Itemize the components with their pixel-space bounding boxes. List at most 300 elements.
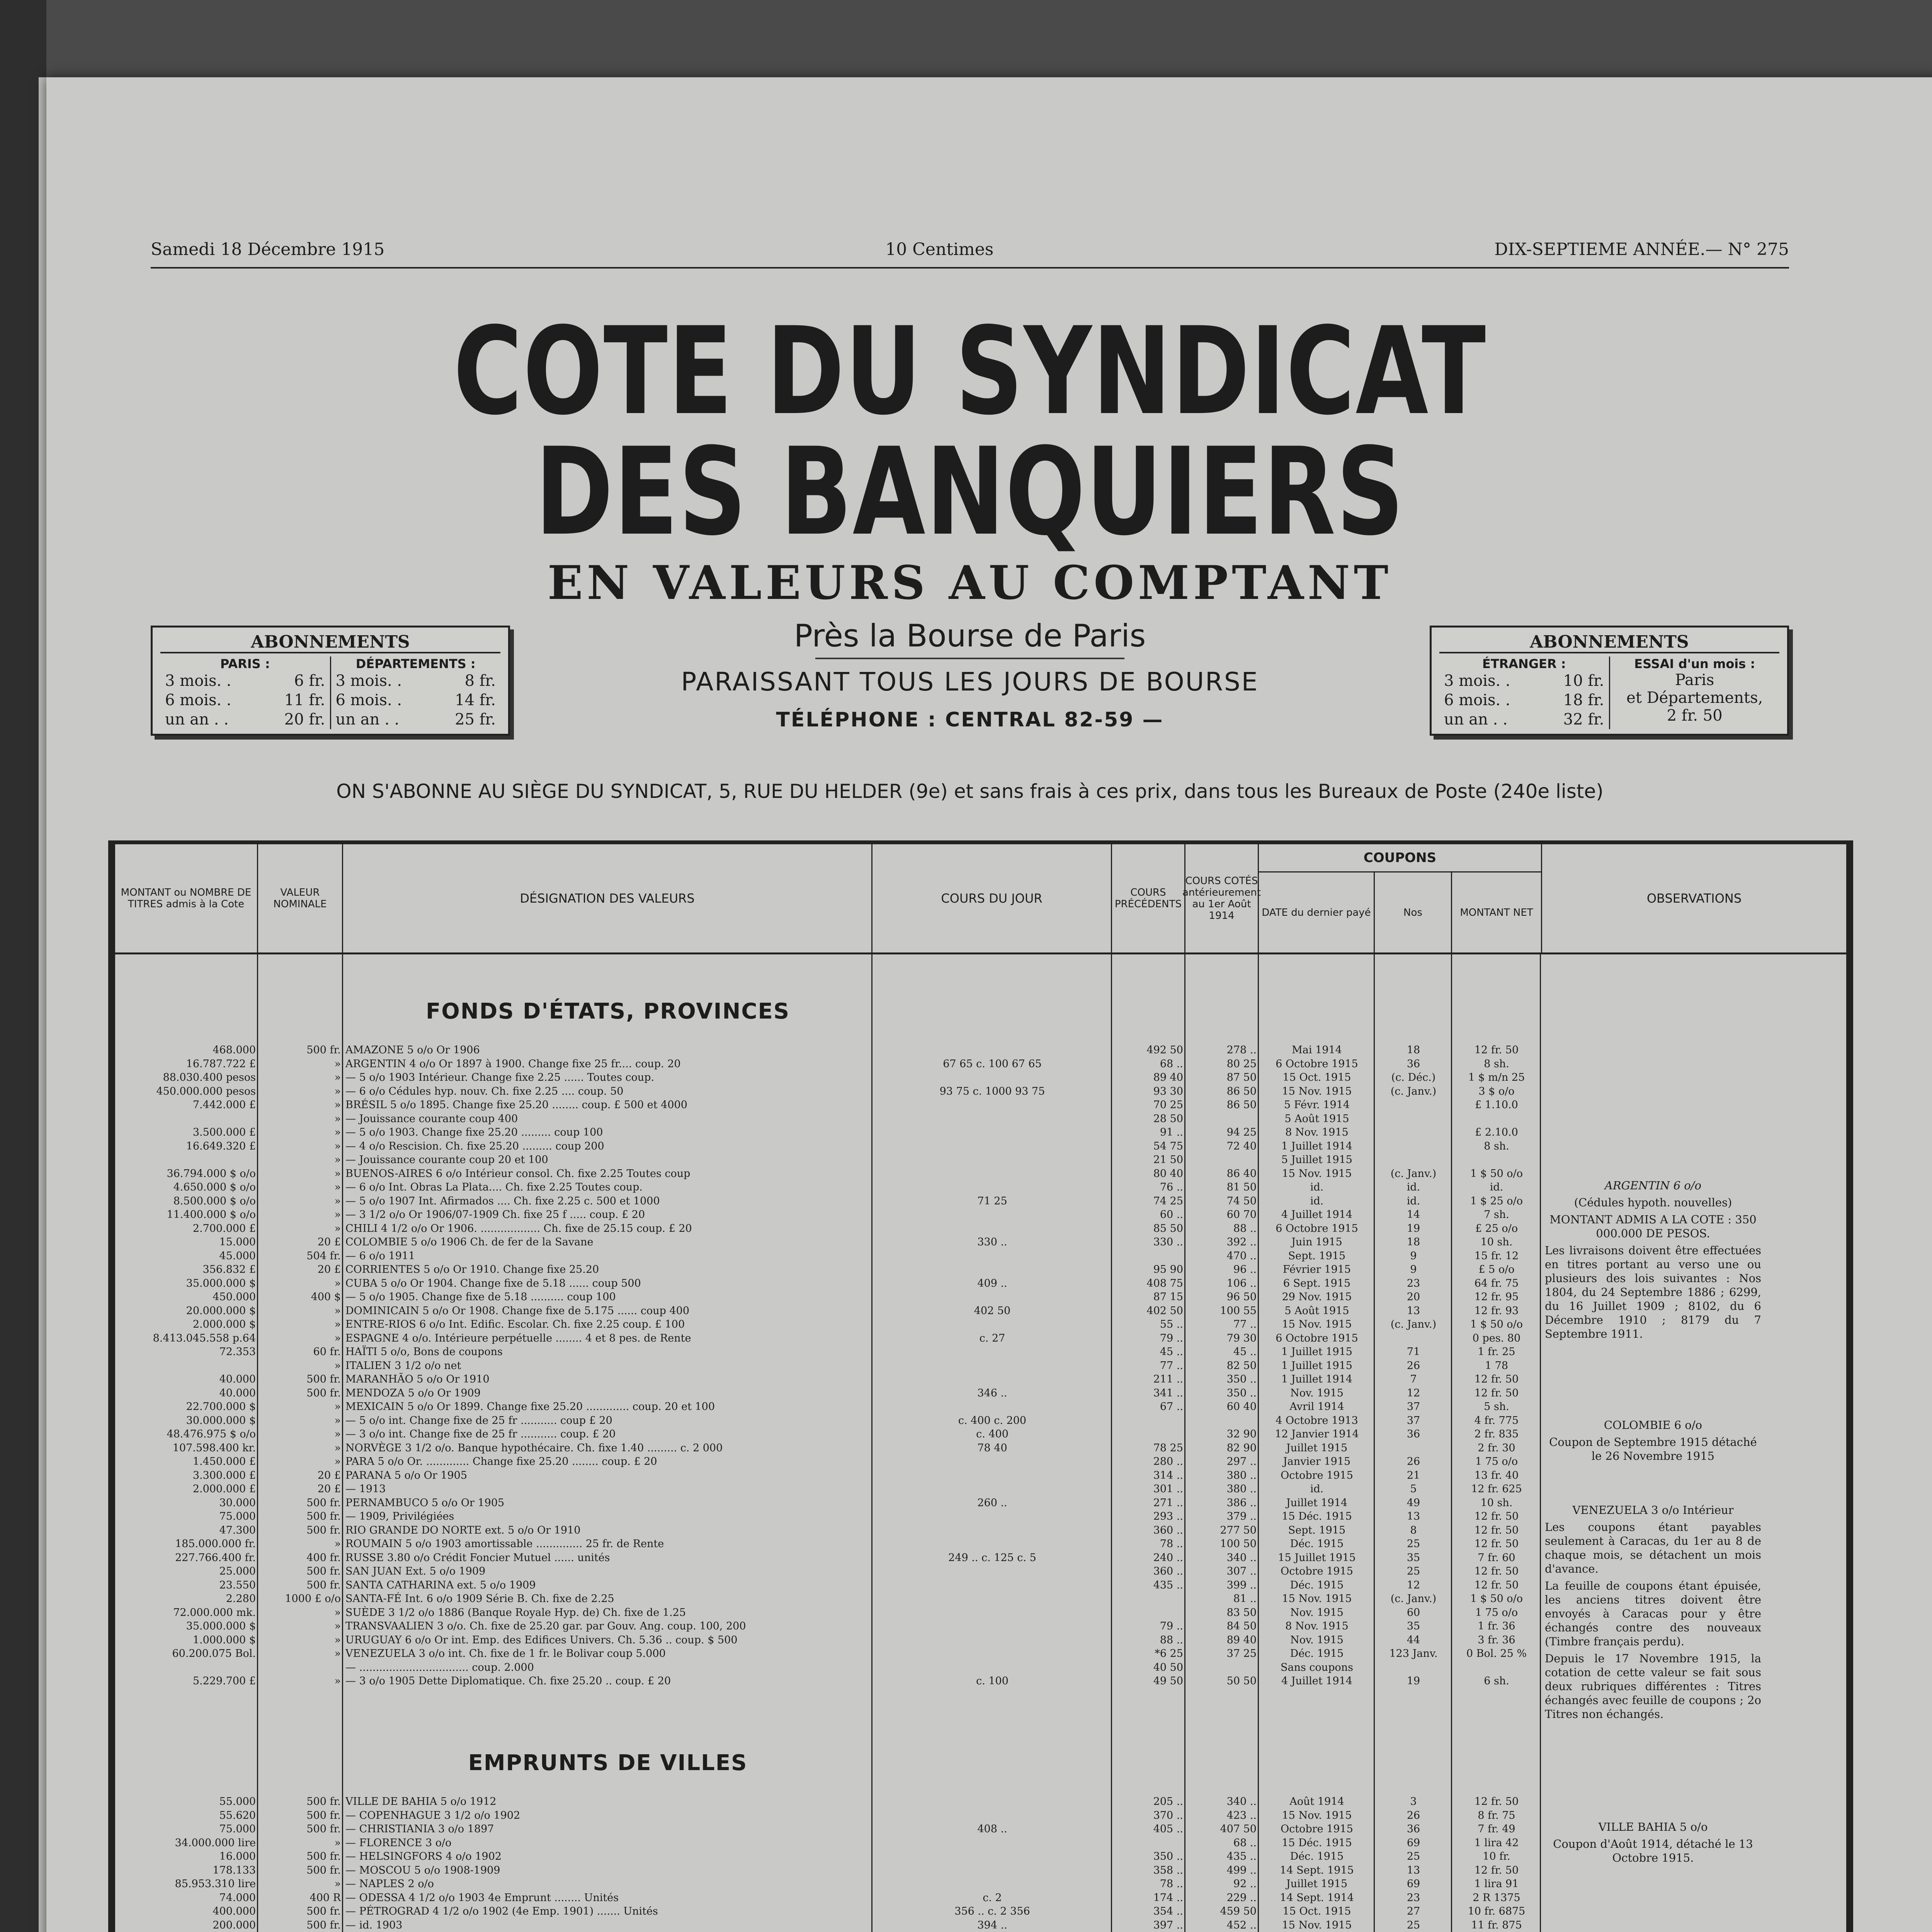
cell-date-coupon: 14 Sept. 1914 [1280,1891,1354,1904]
price-amount: 20 fr. [284,711,325,728]
cell-designation: ITALIEN 3 1/2 o/o net [345,1359,461,1372]
cell-cours-aout: 92 .. [1233,1878,1257,1890]
header-observations: OBSERVATIONS [1646,891,1742,906]
cell-valeur: » [334,1071,341,1083]
cell-numero-coupon: 44 [1406,1634,1420,1646]
cell-numero-coupon: (c. Janv.) [1390,1085,1437,1097]
cell-montant: 16.000 [219,1850,256,1862]
cell-valeur: » [334,1140,341,1152]
cell-valeur: » [334,1167,341,1180]
observation-text: MONTANT ADMIS A LA COTE : 350 000.000 DE PESOS. [1549,1213,1757,1240]
cell-cours-precedent: 88 .. [1160,1634,1183,1646]
cell-numero-coupon: 37 [1406,1414,1420,1427]
cell-numero-coupon: 36 [1406,1428,1420,1440]
cell-numero-coupon: 18 [1406,1044,1420,1056]
cell-cours-precedent: 74 25 [1153,1195,1183,1207]
table-row [115,1098,1541,1112]
cell-cours-precedent: 293 .. [1153,1510,1183,1522]
cell-montant-net: 3 fr. 36 [1478,1634,1515,1646]
cell-numero-coupon: (c. Janv.) [1390,1593,1437,1605]
cell-designation: — 6 o/o 1911 [345,1250,415,1262]
cell-valeur: » [334,1675,341,1687]
cell-montant-net: 12 fr. 93 [1474,1304,1519,1317]
header-date-coupon: DATE du dernier payé [1259,872,1375,952]
cell-date-coupon: 4 Octobre 1913 [1276,1414,1358,1427]
issue-price: 10 Centimes [885,240,994,259]
cell-cours-aout: 89 40 [1226,1634,1257,1646]
cell-numero-coupon: 20 [1406,1291,1420,1303]
cell-cours-aout: 278 .. [1226,1044,1257,1056]
cell-numero-coupon: 12 [1406,1387,1420,1399]
table-header [115,844,1846,954]
cell-cours-precedent: 78 .. [1160,1538,1183,1550]
cell-numero-coupon: 69 [1406,1837,1420,1849]
cell-montant: 74.000 [219,1891,256,1904]
cell-numero-coupon [1375,1112,1452,1126]
observation-argentin [1545,1179,1761,1344]
cell-valeur: » [334,1058,341,1070]
cell-montant-net: 7 fr. 60 [1478,1551,1515,1564]
table-row [115,1400,1541,1414]
cell-cours-aout: 96 .. [1233,1264,1257,1276]
cell-valeur: 500 fr. [306,1387,341,1399]
cell-cours-aout: 399 .. [1226,1579,1257,1591]
cell-numero-coupon: 36 [1406,1823,1420,1835]
cell-cours-precedent: 80 40 [1153,1167,1183,1180]
cell-date-coupon: 15 Déc. 1915 [1282,1510,1352,1522]
cell-designation: — NAPLES 2 o/o [345,1878,434,1890]
cell-cours-aout: 470 .. [1226,1250,1257,1262]
cell-numero-coupon: 5 [1410,1483,1417,1495]
section-title-fonds: FONDS D'ÉTATS, PROVINCES [425,999,790,1024]
cell-montant: 2.000.000 $ [192,1318,256,1330]
cell-cours-jour [872,1153,1112,1167]
cell-numero-coupon: 123 Janv. [1389,1648,1438,1660]
cell-cours-aout: 459 50 [1220,1905,1257,1917]
cell-designation: — id. 1903 [345,1919,403,1931]
cell-date-coupon: Juillet 1915 [1286,1442,1348,1454]
departements-prices [330,656,501,729]
essai-price: 2 fr. 50 [1667,707,1723,724]
cell-designation: MARANHÃO 5 o/o Or 1910 [345,1373,490,1385]
table-row [115,1850,1541,1864]
observation-text: Les coupons étant payables seulement à Caracas, du 1er au 8 de chaque mois, se détachent un mois d'avance. [1545,1520,1761,1575]
table-row [115,1290,1541,1304]
cell-cours-jour [872,1592,1112,1606]
table-row [115,1633,1541,1647]
cell-cours-jour [872,1359,1112,1373]
cell-cours-aout: 37 25 [1226,1648,1257,1660]
cell-designation: ENTRE-RIOS 6 o/o Int. Edific. Escolar. Ch. fixe 2.25 coup. £ 100 [345,1318,685,1330]
cell-cours-jour [872,1167,1112,1181]
cell-valeur: 500 fr. [306,1044,341,1056]
cell-valeur: » [334,1837,341,1849]
cell-date-coupon: 1 Juillet 1914 [1281,1140,1352,1152]
cell-date-coupon: Août 1914 [1289,1796,1344,1808]
cell-montant-net: 12 fr. 50 [1474,1524,1519,1536]
table-row [115,1469,1541,1483]
cell-cours-aout: 50 50 [1226,1675,1257,1687]
cell-date-coupon: 15 Nov. 1915 [1282,1167,1352,1180]
cell-date-coupon: 15 Oct. 1915 [1282,1905,1351,1917]
cell-numero-coupon: 25 [1406,1538,1420,1550]
cell-montant: 400.000 [213,1905,256,1917]
cell-numero-coupon [1375,1139,1452,1153]
cell-designation: NORVÈGE 3 1/2 o/o. Banque hypothécaire. Ch. fixe 1.40 ......... c. 2 000 [345,1442,723,1454]
cell-numero-coupon: 27 [1406,1905,1420,1917]
price-period: un an . . [1444,711,1508,728]
cell-montant: 72.000.000 mk. [173,1606,256,1619]
cell-numero-coupon: 25 [1406,1919,1420,1931]
cell-cours-aout: 82 50 [1226,1359,1257,1372]
cell-cours-jour [872,1249,1112,1263]
cell-valeur: » [334,1318,341,1330]
cell-montant: 47.300 [219,1524,256,1536]
cell-date-coupon: 6 Octobre 1915 [1276,1332,1358,1344]
cell-montant: 45.000 [219,1250,256,1262]
cell-montant-net: 12 fr. 50 [1474,1864,1519,1876]
cell-cours-aout: 435 .. [1226,1850,1257,1862]
cell-valeur: » [334,1085,341,1097]
cell-montant-net: 11 fr. 875 [1471,1919,1522,1931]
cell-cours-precedent: 405 .. [1153,1823,1183,1835]
table-row [115,1194,1541,1208]
cell-designation: — 5 o/o 1907 Int. Afirmados .... Ch. fixe 2.25 c. 500 et 1000 [345,1195,660,1207]
table-row [115,1263,1541,1277]
cell-montant: 36.794.000 $ o/o [167,1167,256,1180]
cell-montant-net: £ 1.10.0 [1475,1099,1518,1111]
cell-montant [115,1661,258,1675]
table-row [115,1345,1541,1359]
cell-cours-jour: 330 .. [977,1236,1007,1248]
cell-date-coupon: Janvier 1915 [1283,1456,1351,1468]
cell-cours-precedent: 280 .. [1153,1456,1183,1468]
cell-cours-aout: 307 .. [1226,1565,1257,1577]
cell-valeur: » [334,1606,341,1619]
cell-cours-aout [1185,1661,1259,1675]
cell-cours-aout: 277 50 [1220,1524,1257,1536]
cell-valeur: 20 £ [317,1469,341,1481]
cell-numero-coupon: 35 [1406,1620,1420,1632]
cell-valeur: » [334,1620,341,1632]
issue-date: Samedi 18 Décembre 1915 [151,240,385,259]
cell-date-coupon: 5 Juillet 1915 [1281,1154,1352,1166]
cell-date-coupon: Déc. 1915 [1290,1579,1344,1591]
cell-montant: 72.353 [219,1346,256,1358]
cell-montant-net: £ 25 o/o [1475,1222,1518,1235]
cell-valeur: 500 fr. [306,1579,341,1591]
cell-cours-precedent: 350 .. [1153,1850,1183,1862]
cell-montant: 3.300.000 £ [192,1469,256,1481]
table-row [115,1836,1541,1850]
cell-cours-jour [872,1098,1112,1112]
cell-valeur: » [334,1648,341,1660]
cell-montant: 5.229.700 £ [192,1675,256,1687]
cell-date-coupon: 8 Nov. 1915 [1285,1620,1349,1632]
cell-cours-jour [872,1482,1112,1496]
cell-montant-net: 64 fr. 75 [1474,1277,1519,1289]
cell-cours-jour [872,1071,1112,1085]
table-row [115,1619,1541,1633]
table-row [115,1071,1541,1085]
header-numero: Nos [1375,872,1452,952]
cell-designation: VILLE DE BAHIA 5 o/o 1912 [345,1796,497,1808]
cell-designation: — 4 o/o Rescision. Ch. fixe 25.20 ......... coup 200 [345,1140,604,1152]
cell-cours-jour: 356 .. c. 2 356 [954,1905,1030,1917]
cell-cours-jour [872,1864,1112,1878]
cell-cours-jour [872,1836,1112,1850]
cell-designation: — PÉTROGRAD 4 1/2 o/o 1902 (4e Emp. 1901) ....... Unités [345,1905,658,1917]
cell-designation: — 5 o/o 1903. Change fixe 25.20 ......... coup 100 [345,1126,603,1138]
etranger-prices [1439,656,1609,729]
cell-date-coupon: 5 Févr. 1914 [1284,1099,1350,1111]
cell-designation: MEXICAIN 5 o/o Or 1899. Change fixe 25.20 ............. coup. 20 et 100 [345,1401,715,1413]
cell-cours-jour [872,1469,1112,1483]
cell-montant: 1.450.000 £ [192,1456,256,1468]
cell-montant-net: 12 fr. 50 [1474,1538,1519,1550]
cell-cours-jour: 394 .. [977,1919,1007,1931]
cell-date-coupon: 15 Nov. 1915 [1282,1085,1352,1097]
cell-cours-jour [872,1345,1112,1359]
cell-montant-net: 6 sh. [1484,1675,1509,1687]
cell-montant-net: 1 fr. 36 [1478,1620,1515,1632]
cell-cours-precedent: 68 .. [1160,1058,1183,1070]
cell-date-coupon: 4 Juillet 1914 [1281,1675,1352,1687]
cell-designation: — 5 o/o 1903 Intérieur. Change fixe 2.25 ...... Toutes coup. [345,1071,655,1083]
cell-cours-jour [872,1126,1112,1139]
subscription-box-foreign [1430,626,1789,736]
cell-valeur: 500 fr. [306,1565,341,1577]
cell-valeur: 500 fr. [306,1497,341,1509]
table-row [115,1661,1541,1675]
cell-date-coupon: Octobre 1915 [1281,1823,1353,1835]
cell-cours-aout: 379 .. [1226,1510,1257,1522]
cell-numero-coupon: 9 [1410,1264,1417,1276]
cell-cours-precedent: 89 40 [1153,1071,1183,1083]
cell-valeur: 20 £ [317,1236,341,1248]
cell-cours-precedent: 77 .. [1160,1359,1183,1372]
observation-title: ARGENTIN 6 o/o [1604,1179,1702,1192]
essai-label: ESSAI d'un mois : [1634,656,1755,671]
cell-numero-coupon [1375,1098,1452,1112]
cell-valeur: » [334,1099,341,1111]
cell-cours-precedent: 211 .. [1153,1373,1183,1385]
cell-montant-net [1452,1112,1541,1126]
cell-numero-coupon: 26 [1406,1456,1420,1468]
cell-montant: 450.000 [213,1291,256,1303]
cell-cours-precedent: 354 .. [1153,1905,1183,1917]
cell-valeur: » [334,1154,341,1166]
cell-montant-net: £ 2.10.0 [1475,1126,1518,1138]
cell-cours-jour [872,1877,1112,1891]
observation-text: Coupon d'Août 1914, détaché le 13 Octobre 1915. [1553,1837,1753,1864]
cell-montant: 178.133 [213,1864,256,1876]
paris-prices [160,656,330,729]
table-row [115,1822,1541,1836]
table-row [115,1318,1541,1332]
cell-designation: BRÉSIL 5 o/o 1895. Change fixe 25.20 ........ coup. £ 500 et 4000 [345,1099,687,1111]
table-row [115,1809,1541,1823]
cell-cours-aout: 340 .. [1226,1551,1257,1564]
cell-numero-coupon: 19 [1406,1675,1420,1687]
newspaper-page [46,77,1932,1932]
cell-cours-precedent: 240 .. [1153,1551,1183,1564]
cell-montant [115,1359,258,1373]
cell-cours-precedent: 93 30 [1153,1085,1183,1097]
cell-date-coupon: Nov. 1915 [1290,1634,1344,1646]
rows-fonds-etats [115,1043,1541,1688]
cell-cours-precedent [1112,1427,1185,1441]
cell-designation: — MOSCOU 5 o/o 1908-1909 [345,1864,500,1876]
cell-numero-coupon: 7 [1410,1373,1417,1385]
cell-cours-jour [872,1578,1112,1592]
cell-date-coupon: id. [1310,1483,1324,1495]
table-row [115,1551,1541,1565]
cell-montant: 450.000.000 pesos [156,1085,256,1097]
cell-designation: PARANA 5 o/o Or 1905 [345,1469,468,1481]
publication-subtitle: EN VALEURS AU COMPTANT [548,556,1392,610]
cell-cours-jour [872,1524,1112,1537]
cell-cours-jour: c. 100 [976,1675,1009,1687]
header-designation: DÉSIGNATION DES VALEURS [343,844,872,952]
table-row [115,1414,1541,1428]
cell-montant: 20.000.000 $ [186,1304,256,1317]
cell-date-coupon: Octobre 1915 [1281,1565,1353,1577]
cell-montant: 2.700.000 £ [192,1222,256,1235]
cell-montant: 35.000.000 $ [186,1277,256,1289]
cell-montant: 40.000 [219,1387,256,1399]
cell-montant-net: 3 $ o/o [1478,1085,1515,1097]
cell-montant: 22.700.000 $ [186,1401,256,1413]
table-row [115,1153,1541,1167]
price-amount: 14 fr. [455,691,496,709]
cell-date-coupon: 15 Nov. 1915 [1282,1919,1352,1931]
cell-numero-coupon: 8 [1410,1524,1417,1536]
cell-valeur: 400 R [310,1891,341,1904]
cell-designation: TRANSVAALIEN 3 o/o. Ch. fixe de 25.20 gar. par Gouv. Ang. coup. 100, 200 [345,1620,746,1632]
cell-cours-aout [1185,1112,1259,1126]
cell-date-coupon: 12 Janvier 1914 [1275,1428,1359,1440]
cell-numero-coupon: 13 [1406,1864,1420,1876]
cell-cours-jour [872,1208,1112,1222]
cell-valeur: » [334,1428,341,1440]
cell-montant-net: 8 sh. [1484,1058,1509,1070]
cell-date-coupon: Mai 1914 [1292,1044,1342,1056]
cell-cours-precedent: 54 75 [1153,1140,1183,1152]
cell-date-coupon: 6 Sept. 1915 [1283,1277,1351,1289]
cell-designation: — 5 o/o 1905. Change fixe de 5.18 .......... coup 100 [345,1291,616,1303]
cell-valeur: 500 fr. [306,1524,341,1536]
cell-cours-precedent [1112,1414,1185,1428]
cell-montant: 75.000 [219,1823,256,1835]
cell-cours-aout: 96 50 [1226,1291,1257,1303]
table-row [115,1057,1541,1071]
cell-montant-net: 0 Bol. 25 % [1466,1648,1527,1660]
issue-number: DIX-SEPTIEME ANNÉE.— N° 275 [1494,240,1789,259]
cell-montant-net: 15 fr. 12 [1474,1250,1519,1262]
cell-cours-precedent: 87 15 [1153,1291,1183,1303]
cell-designation: SAN JUAN Ext. 5 o/o 1909 [345,1565,486,1577]
table-row [115,1222,1541,1236]
cell-cours-aout: 84 50 [1226,1620,1257,1632]
cell-cours-jour [872,1290,1112,1304]
section-title-emprunts: EMPRUNTS DE VILLES [468,1750,748,1776]
cell-valeur: 500 fr. [306,1919,341,1931]
cell-numero-coupon: 13 [1406,1510,1420,1522]
cell-date-coupon: 15 Juillet 1915 [1278,1551,1356,1564]
cell-cours-precedent: 360 .. [1153,1524,1183,1536]
table-row [115,1112,1541,1126]
cell-cours-precedent [1112,1249,1185,1263]
cell-cours-precedent: 45 .. [1160,1346,1183,1358]
cell-valeur: 400 fr. [306,1551,341,1564]
cell-cours-aout: 340 .. [1226,1796,1257,1808]
divider [815,658,1124,659]
cell-designation: RIO GRANDE DO NORTE ext. 5 o/o Or 1910 [345,1524,581,1536]
cell-date-coupon: 5 Août 1915 [1284,1112,1349,1125]
cell-cours-precedent: 330 .. [1153,1236,1183,1248]
price-period: 3 mois. . [335,672,402,690]
observation-title: COLOMBIE 6 o/o [1604,1418,1702,1432]
cell-cours-precedent: 95 90 [1153,1264,1183,1276]
cell-valeur: » [334,1222,341,1235]
cell-cours-jour: c. 2 [983,1891,1002,1904]
price-amount: 10 fr. [1563,672,1604,690]
cell-montant-net [1452,1153,1541,1167]
cell-numero-coupon [1375,1153,1452,1167]
cell-valeur: » [334,1359,341,1372]
table-row [115,1592,1541,1606]
cell-cours-aout: 392 .. [1226,1236,1257,1248]
cell-valeur: » [334,1126,341,1138]
cell-valeur: 500 fr. [306,1809,341,1821]
table-row [115,1167,1541,1181]
cell-cours-jour [872,1537,1112,1551]
cell-date-coupon: 29 Nov. 1915 [1282,1291,1352,1303]
cell-designation: — 5 o/o int. Change fixe de 25 fr ........... coup £ 20 [345,1414,612,1427]
cell-designation: — HELSINGFORS 4 o/o 1902 [345,1850,502,1862]
cell-designation: ARGENTIN 4 o/o Or 1897 à 1900. Change fixe 25 fr.... coup. 20 [345,1058,681,1070]
cell-cours-aout: 86 40 [1226,1167,1257,1180]
cell-cours-jour [872,1455,1112,1469]
cell-montant-net: 12 fr. 50 [1474,1565,1519,1577]
cell-designation: RUSSE 3.80 o/o Crédit Foncier Mutuel ...... unités [345,1551,610,1564]
cell-cours-precedent: 492 50 [1146,1044,1183,1056]
cell-cours-aout: 88 .. [1233,1222,1257,1235]
cell-date-coupon: 1 Juillet 1915 [1281,1359,1352,1372]
cell-montant-net: 10 fr. [1483,1850,1510,1862]
paris-label: PARIS : [220,656,270,671]
adjacent-page-edge [39,77,47,1932]
cell-montant: 7.442.000 £ [192,1099,256,1111]
cell-date-coupon: 6 Octobre 1915 [1276,1222,1358,1235]
cell-cours-precedent: 370 .. [1153,1809,1183,1821]
header-center [537,618,1403,731]
cell-montant: 107.598.400 kr. [172,1442,256,1454]
page-content [121,240,1789,1931]
cell-numero-coupon: 12 [1406,1579,1420,1591]
cell-date-coupon: 15 Déc. 1915 [1282,1837,1352,1849]
cell-cours-aout: 94 25 [1226,1126,1257,1138]
cell-cours-jour [872,1647,1112,1661]
publication-title: COTE DU SYNDICAT DES BANQUIERS [453,301,1486,562]
cell-cours-jour [872,1606,1112,1620]
cell-cours-jour [872,1112,1112,1126]
cell-valeur: 500 fr. [306,1905,341,1917]
table-row [115,1208,1541,1222]
header-coupons: COUPONS [1259,844,1541,872]
cell-montant: 2.000.000 £ [192,1483,256,1495]
